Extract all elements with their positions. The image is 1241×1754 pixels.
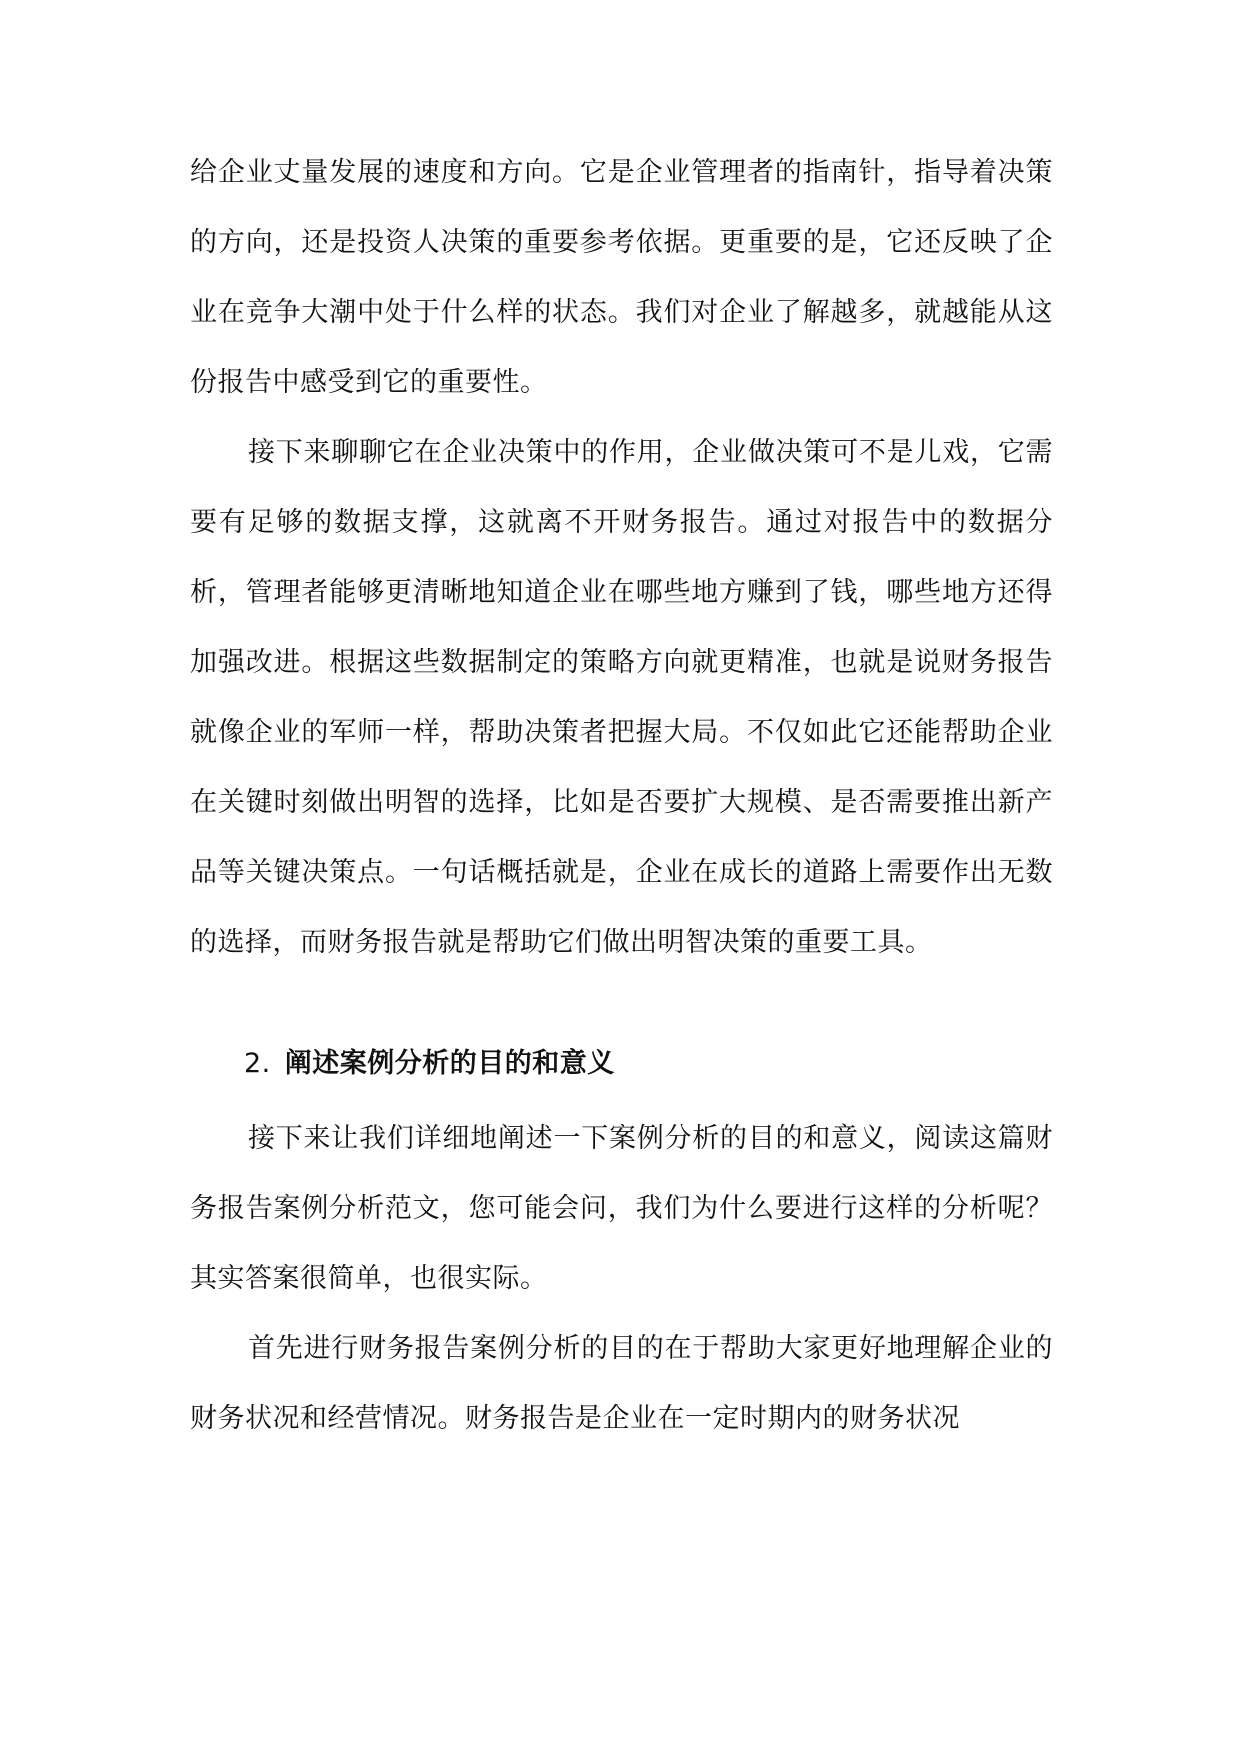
paragraph-purpose-first: 首先进行财务报告案例分析的目的在于帮助大家更好地理解企业的财务状况和经营情况。财务报告是企业在一定时期内的财务状况	[190, 1333, 1053, 1434]
paragraph-decision-role: 接下来聊聊它在企业决策中的作用，企业做决策可不是儿戏，它需要有足够的数据支撑，这就离不开财务报告。通过对报告中的数据分析，管理者能够更清晰地知道企业在哪些地方赚到了钱，哪些地方还得加强改进。根据这些数据制定的策略方向就更精准，也就是说财务报告就像企业的军师一样，帮助决策者把握大局。不仅如此它还能帮助企业在关键时刻做出明智的选择，比如是否要扩大规模、是否需要推出新产品等关键决策点。一句话概括就是，企业在成长的道路上需要作出无数的选择，而财务报告就是帮助它们做出明智决策的重要工具。	[190, 437, 1053, 958]
paragraph-continuation: 给企业丈量发展的速度和方向。它是企业管理者的指南针，指导着决策的方向，还是投资人决策的重要参考依据。更重要的是，它还反映了企业在竞争大潮中处于什么样的状态。我们对企业了解越多，就越能从这份报告中感受到它的重要性。	[190, 157, 1053, 398]
paragraph-purpose-intro: 接下来让我们详细地阐述一下案例分析的目的和意义，阅读这篇财务报告案例分析范文，您可能会问，我们为什么要进行这样的分析呢？其实答案很简单，也很实际。	[190, 1123, 1053, 1294]
document-body	[190, 138, 1053, 1454]
section-title: 阐述案例分析的目的和意义	[284, 1048, 615, 1079]
section-number: 2.	[244, 1048, 271, 1079]
section-heading	[190, 1036, 1053, 1092]
